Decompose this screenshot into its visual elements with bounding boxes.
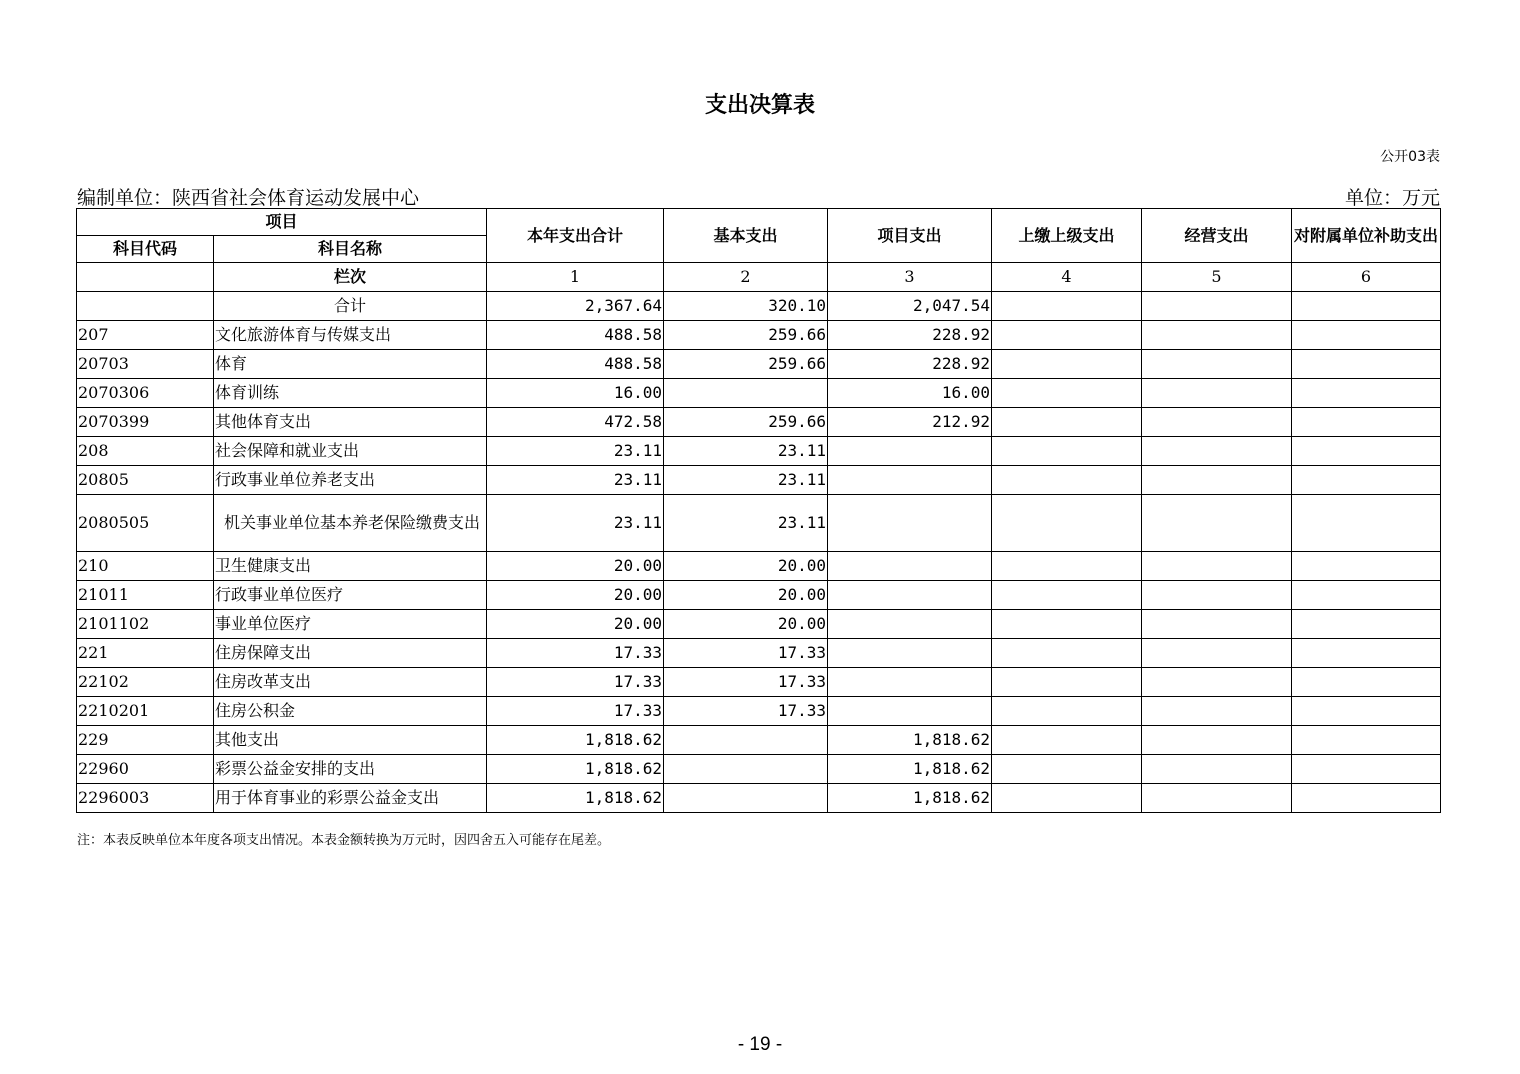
row-project xyxy=(828,639,992,668)
table-row xyxy=(77,552,1441,581)
row-subsidy xyxy=(1292,437,1441,466)
table-row xyxy=(77,408,1441,437)
row-business xyxy=(1142,581,1292,610)
total-label: 合计 xyxy=(214,292,487,321)
row-upper xyxy=(992,639,1142,668)
total-subsidy xyxy=(1292,292,1441,321)
table-row xyxy=(77,350,1441,379)
table-row xyxy=(77,784,1441,813)
sequence-5: 5 xyxy=(1142,263,1292,292)
row-name: 文化旅游体育与传媒支出 xyxy=(214,321,487,350)
row-subsidy xyxy=(1292,408,1441,437)
sequence-3: 3 xyxy=(828,263,992,292)
row-basic: 23.11 xyxy=(664,495,828,552)
row-business xyxy=(1142,610,1292,639)
row-upper xyxy=(992,668,1142,697)
header-total: 本年支出合计 xyxy=(487,209,664,263)
row-total: 23.11 xyxy=(487,466,664,495)
row-project: 1,818.62 xyxy=(828,784,992,813)
row-name: 社会保障和就业支出 xyxy=(214,437,487,466)
row-total: 488.58 xyxy=(487,350,664,379)
page-number: - 19 - xyxy=(737,1034,783,1055)
row-project: 212.92 xyxy=(828,408,992,437)
row-subsidy xyxy=(1292,668,1441,697)
row-upper xyxy=(992,466,1142,495)
row-basic xyxy=(664,726,828,755)
row-name: 彩票公益金安排的支出 xyxy=(214,755,487,784)
table-row xyxy=(77,668,1441,697)
form-number: 公开03表 xyxy=(1380,149,1440,165)
row-business xyxy=(1142,495,1292,552)
row-code: 2101102 xyxy=(77,610,214,639)
row-upper xyxy=(992,437,1142,466)
row-business xyxy=(1142,466,1292,495)
table-row xyxy=(77,321,1441,350)
row-business xyxy=(1142,552,1292,581)
row-upper xyxy=(992,697,1142,726)
row-business xyxy=(1142,350,1292,379)
row-total: 17.33 xyxy=(487,639,664,668)
row-basic: 20.00 xyxy=(664,552,828,581)
row-total: 488.58 xyxy=(487,321,664,350)
row-upper xyxy=(992,610,1142,639)
row-upper xyxy=(992,408,1142,437)
row-name: 其他体育支出 xyxy=(214,408,487,437)
row-business xyxy=(1142,668,1292,697)
total-basic: 320.10 xyxy=(664,292,828,321)
row-project: 1,818.62 xyxy=(828,726,992,755)
row-total: 1,818.62 xyxy=(487,726,664,755)
table-row xyxy=(77,697,1441,726)
total-code-cell xyxy=(77,292,214,321)
sequence-2: 2 xyxy=(664,263,828,292)
row-name: 事业单位医疗 xyxy=(214,610,487,639)
row-basic: 17.33 xyxy=(664,697,828,726)
row-basic: 20.00 xyxy=(664,610,828,639)
row-name: 卫生健康支出 xyxy=(214,552,487,581)
row-code: 210 xyxy=(77,552,214,581)
row-code: 21011 xyxy=(77,581,214,610)
sequence-empty-cell xyxy=(77,263,214,292)
row-code: 207 xyxy=(77,321,214,350)
table-row xyxy=(77,610,1441,639)
row-basic: 259.66 xyxy=(664,321,828,350)
row-name: 机关事业单位基本养老保险缴费支出 xyxy=(214,495,487,552)
row-name: 体育训练 xyxy=(214,379,487,408)
row-subsidy xyxy=(1292,784,1441,813)
row-project xyxy=(828,552,992,581)
row-upper xyxy=(992,581,1142,610)
row-project: 228.92 xyxy=(828,321,992,350)
page-title: 支出决算表 xyxy=(704,93,815,118)
row-total: 472.58 xyxy=(487,408,664,437)
row-subsidy xyxy=(1292,552,1441,581)
header-name: 科目名称 xyxy=(214,236,487,263)
header-business: 经营支出 xyxy=(1142,209,1292,263)
sequence-4: 4 xyxy=(992,263,1142,292)
row-total: 23.11 xyxy=(487,437,664,466)
row-subsidy xyxy=(1292,755,1441,784)
row-business xyxy=(1142,755,1292,784)
row-name: 行政事业单位养老支出 xyxy=(214,466,487,495)
row-business xyxy=(1142,726,1292,755)
sequence-1: 1 xyxy=(487,263,664,292)
row-code: 208 xyxy=(77,437,214,466)
row-project xyxy=(828,610,992,639)
row-basic: 259.66 xyxy=(664,408,828,437)
row-subsidy xyxy=(1292,726,1441,755)
row-code: 2070399 xyxy=(77,408,214,437)
row-subsidy xyxy=(1292,321,1441,350)
row-basic: 23.11 xyxy=(664,466,828,495)
total-project: 2,047.54 xyxy=(828,292,992,321)
row-subsidy xyxy=(1292,466,1441,495)
sequence-row xyxy=(77,263,1441,292)
sequence-label: 栏次 xyxy=(214,263,487,292)
table-row xyxy=(77,755,1441,784)
table-row xyxy=(77,466,1441,495)
row-project xyxy=(828,437,992,466)
row-total: 23.11 xyxy=(487,495,664,552)
total-upper xyxy=(992,292,1142,321)
organization-label: 编制单位：陕西省社会体育运动发展中心 xyxy=(77,187,420,209)
row-code: 2070306 xyxy=(77,379,214,408)
row-code: 20805 xyxy=(77,466,214,495)
row-business xyxy=(1142,321,1292,350)
row-name: 其他支出 xyxy=(214,726,487,755)
row-code: 229 xyxy=(77,726,214,755)
total-sum: 2,367.64 xyxy=(487,292,664,321)
unit-label: 单位：万元 xyxy=(1344,187,1440,209)
row-upper xyxy=(992,552,1142,581)
row-total: 1,818.62 xyxy=(487,755,664,784)
row-upper xyxy=(992,495,1142,552)
row-project: 16.00 xyxy=(828,379,992,408)
row-code: 221 xyxy=(77,639,214,668)
table-row xyxy=(77,726,1441,755)
row-basic: 17.33 xyxy=(664,639,828,668)
row-subsidy xyxy=(1292,350,1441,379)
header-project: 项目支出 xyxy=(828,209,992,263)
table-row xyxy=(77,639,1441,668)
row-project xyxy=(828,668,992,697)
row-name: 住房公积金 xyxy=(214,697,487,726)
table-row xyxy=(77,379,1441,408)
row-total: 20.00 xyxy=(487,552,664,581)
row-subsidy xyxy=(1292,379,1441,408)
row-subsidy xyxy=(1292,697,1441,726)
row-code: 2080505 xyxy=(77,495,214,552)
header-subsidy: 对附属单位补助支出 xyxy=(1292,209,1441,263)
sequence-6: 6 xyxy=(1292,263,1441,292)
footnote: 注：本表反映单位本年度各项支出情况。本表金额转换为万元时，因四舍五入可能存在尾差。 xyxy=(77,833,611,848)
row-name: 体育 xyxy=(214,350,487,379)
row-code: 22102 xyxy=(77,668,214,697)
row-upper xyxy=(992,726,1142,755)
row-basic: 259.66 xyxy=(664,350,828,379)
row-project: 228.92 xyxy=(828,350,992,379)
row-code: 2210201 xyxy=(77,697,214,726)
row-basic: 17.33 xyxy=(664,668,828,697)
row-name: 住房保障支出 xyxy=(214,639,487,668)
row-basic: 23.11 xyxy=(664,437,828,466)
row-upper xyxy=(992,379,1142,408)
total-row xyxy=(77,292,1441,321)
header-basic: 基本支出 xyxy=(664,209,828,263)
row-upper xyxy=(992,755,1142,784)
row-subsidy xyxy=(1292,495,1441,552)
row-total: 17.33 xyxy=(487,697,664,726)
total-business xyxy=(1142,292,1292,321)
header-code: 科目代码 xyxy=(77,236,214,263)
row-subsidy xyxy=(1292,581,1441,610)
row-upper xyxy=(992,321,1142,350)
header-row-1 xyxy=(77,209,1441,236)
row-code: 22960 xyxy=(77,755,214,784)
row-project: 1,818.62 xyxy=(828,755,992,784)
row-total: 20.00 xyxy=(487,610,664,639)
row-upper xyxy=(992,784,1142,813)
row-subsidy xyxy=(1292,610,1441,639)
row-project xyxy=(828,697,992,726)
row-total: 1,818.62 xyxy=(487,784,664,813)
row-subsidy xyxy=(1292,639,1441,668)
row-business xyxy=(1142,379,1292,408)
row-name: 行政事业单位医疗 xyxy=(214,581,487,610)
row-code: 20703 xyxy=(77,350,214,379)
row-total: 17.33 xyxy=(487,668,664,697)
row-basic xyxy=(664,379,828,408)
table-row xyxy=(77,581,1441,610)
row-name: 用于体育事业的彩票公益金支出 xyxy=(214,784,487,813)
row-project xyxy=(828,495,992,552)
row-total: 20.00 xyxy=(487,581,664,610)
row-business xyxy=(1142,408,1292,437)
row-code: 2296003 xyxy=(77,784,214,813)
table-row xyxy=(77,437,1441,466)
row-basic xyxy=(664,784,828,813)
table-row xyxy=(77,495,1441,552)
header-upper: 上缴上级支出 xyxy=(992,209,1142,263)
row-total: 16.00 xyxy=(487,379,664,408)
row-basic xyxy=(664,755,828,784)
row-business xyxy=(1142,639,1292,668)
expenditure-table xyxy=(76,208,1441,813)
row-upper xyxy=(992,350,1142,379)
row-name: 住房改革支出 xyxy=(214,668,487,697)
header-item: 项目 xyxy=(77,209,487,236)
row-project xyxy=(828,466,992,495)
row-business xyxy=(1142,697,1292,726)
row-business xyxy=(1142,784,1292,813)
row-project xyxy=(828,581,992,610)
row-basic: 20.00 xyxy=(664,581,828,610)
row-business xyxy=(1142,437,1292,466)
